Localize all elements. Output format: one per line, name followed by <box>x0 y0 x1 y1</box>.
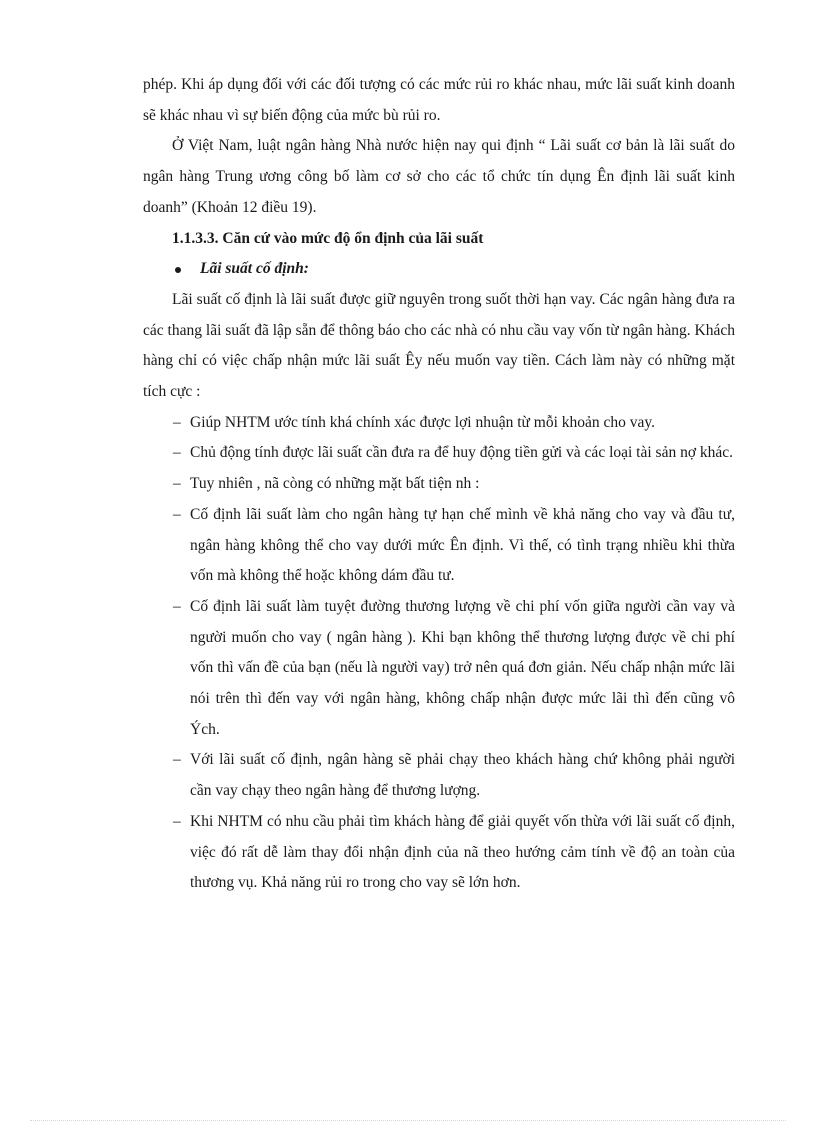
list-item-text: Chủ động tính được lãi suất cần đưa ra để huy động tiền gửi và các loại tài sản nợ khác. <box>190 444 734 462</box>
bullet-dot-icon <box>175 267 181 273</box>
list-item-text: Khi NHTM có nhu cầu phải tìm khách hàng để giải quyết vốn thừa với lãi suất cố định, việc đó rất dễ làm thay đổi nhận định của nã theo hướng cảm tính về độ an toàn của thương vụ. Khả năng rủi ro trong cho vay sẽ lớn hơn. <box>190 812 735 892</box>
list-item <box>143 745 735 806</box>
paragraph-continuation: phép. Khi áp dụng đối với các đối tượng có các mức rủi ro khác nhau, mức lãi suất kinh doanh sẽ khác nhau vì sự biến động của mức bù rủi ro. <box>143 76 735 124</box>
dash-marker: – <box>173 475 181 493</box>
bullet-heading-label: Lãi suất cố định: <box>200 260 309 278</box>
dash-marker: – <box>173 751 181 769</box>
dash-marker: – <box>173 812 181 830</box>
dash-marker: – <box>173 413 181 431</box>
list-item <box>143 807 735 899</box>
list-item <box>143 500 735 592</box>
list-item-text: Tuy nhiên , nã còng có những mặt bất tiện nh : <box>190 475 480 493</box>
list-item <box>143 469 735 500</box>
section-heading: 1.1.3.3. Căn cứ vào mức độ ổn định của lãi suất <box>172 229 484 247</box>
dash-list <box>143 408 735 899</box>
list-item <box>143 408 735 439</box>
list-item <box>143 592 735 746</box>
dash-marker: – <box>173 505 181 523</box>
paragraph-base-rate: Ở Việt Nam, luật ngân hàng Nhà nước hiện nay qui định “ Lãi suất cơ bản là lãi suất do ngân hàng Trung ương công bố làm cơ sở cho các tổ chức tín dụng Ên định lãi suất kinh doanh” (Khoản 12 điều 19). <box>143 137 735 216</box>
list-item <box>143 438 735 469</box>
list-item-text: Cố định lãi suất làm cho ngân hàng tự hạn chế mình về khả năng cho vay và đầu tư, ngân hàng không thể cho vay dưới mức Ên định. Vì thế, có tình trạng nhiều khi thừa vốn mà không thể hoặc không dám đầu tư. <box>190 505 735 585</box>
page-bottom-divider <box>30 1120 786 1121</box>
dash-marker: – <box>173 597 181 615</box>
paragraph-fixed-rate: Lãi suất cố định là lãi suất được giữ nguyên trong suốt thời hạn vay. Các ngân hàng đưa ra các thang lãi suất đã lập sẵn để thông báo cho các nhà có nhu cầu vay vốn từ ngân hàng. Khách hàng chỉ có việc chấp nhận mức lãi suất Êy nếu muốn vay tiền. Cách làm này có những mặt tích cực : <box>143 290 735 401</box>
list-item-text: Với lãi suất cố định, ngân hàng sẽ phải chạy theo khách hàng chứ không phải người cần vay chạy theo ngân hàng để thương lượng. <box>190 751 735 800</box>
list-item-text: Giúp NHTM ước tính khá chính xác được lợi nhuận từ mỗi khoản cho vay. <box>190 413 656 431</box>
list-item-text: Cố định lãi suất làm tuyệt đường thương lượng về chi phí vốn giữa người cần vay và người muốn cho vay ( ngân hàng ). Khi bạn không thể thương lượng được về chi phí vốn thì vấn đề của bạn (nếu là người vay) trở nên quá đơn giản. Nếu chấp nhận mức lãi nói trên thì đến vay với ngân hàng, không chấp nhận được mức lãi thì đến cũng vô Ých. <box>190 597 735 738</box>
bullet-heading <box>143 254 735 285</box>
document-page <box>143 70 735 899</box>
dash-marker: – <box>173 444 181 462</box>
